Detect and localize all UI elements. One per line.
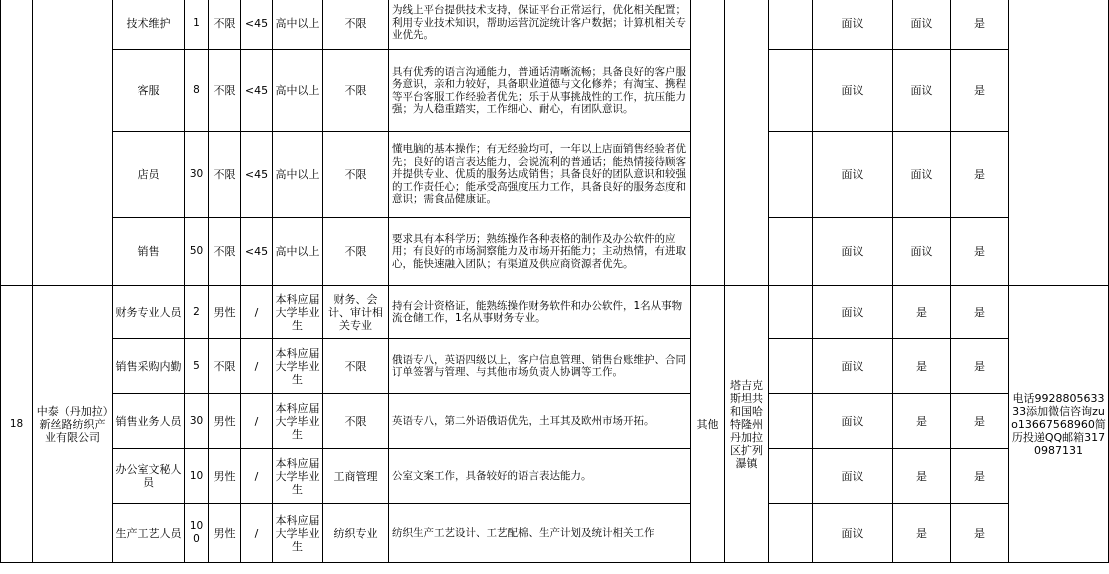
contact-cell-empty xyxy=(1009,0,1109,286)
blank-cell xyxy=(769,50,813,132)
requirements-cell: 为线上平台提供技术支持，保证平台正常运行，优化相关配置；利用专业技术知识，帮助运营沉淀统计客户数据；计算机相关专业优先。 xyxy=(389,0,691,50)
benefits-cell: 是 xyxy=(893,339,951,394)
count-cell: 30 xyxy=(185,394,209,449)
major-cell: 财务、会计、审计相关专业 xyxy=(323,286,389,339)
count-cell: 5 xyxy=(185,339,209,394)
gender-cell: 男性 xyxy=(209,504,241,563)
blank-cell xyxy=(769,218,813,286)
table-row[interactable] xyxy=(1,339,1109,394)
count-cell: 2 xyxy=(185,286,209,339)
location-cell: 塔吉克斯坦共和国哈特隆州丹加拉区扩列瀑镇 xyxy=(725,286,769,563)
gender-cell: 男性 xyxy=(209,286,241,339)
salary-cell: 面议 xyxy=(813,504,893,563)
requirements-cell: 具有优秀的语言沟通能力，普通话清晰流畅；具备良好的客户服务意识，亲和力较好，具备职业道德与文化修养；有淘宝、携程等平台客服工作经验者优先；乐于从事挑战性的工作，抗压能力强；为人稳重踏实，工作细心、耐心，有团队意识。 xyxy=(389,50,691,132)
position-cell: 办公室文秘人员 xyxy=(113,449,185,504)
position-cell: 店员 xyxy=(113,132,185,218)
benefits-cell: 面议 xyxy=(893,132,951,218)
flag-cell: 是 xyxy=(951,0,1009,50)
table-row[interactable] xyxy=(1,0,1109,50)
salary-cell: 面议 xyxy=(813,50,893,132)
salary-cell: 面议 xyxy=(813,286,893,339)
salary-cell: 面议 xyxy=(813,339,893,394)
benefits-cell: 面议 xyxy=(893,0,951,50)
gender-cell: 不限 xyxy=(209,132,241,218)
education-cell: 本科应届大学毕业生 xyxy=(273,339,323,394)
benefits-cell: 是 xyxy=(893,394,951,449)
position-cell: 销售业务人员 xyxy=(113,394,185,449)
requirements-cell: 公室文案工作，具备较好的语言表达能力。 xyxy=(389,449,691,504)
major-cell: 不限 xyxy=(323,339,389,394)
education-cell: 高中以上 xyxy=(273,132,323,218)
major-cell: 不限 xyxy=(323,394,389,449)
flag-cell: 是 xyxy=(951,394,1009,449)
education-cell: 本科应届大学毕业生 xyxy=(273,449,323,504)
education-cell: 高中以上 xyxy=(273,218,323,286)
position-cell: 销售 xyxy=(113,218,185,286)
gender-cell: 不限 xyxy=(209,218,241,286)
requirements-cell: 英语专八，第二外语俄语优先，土耳其及欧州市场开拓。 xyxy=(389,394,691,449)
age-cell: <45 xyxy=(241,132,273,218)
major-cell: 纺织专业 xyxy=(323,504,389,563)
major-cell: 不限 xyxy=(323,218,389,286)
count-cell: 10 xyxy=(185,449,209,504)
blank-cell xyxy=(769,504,813,563)
position-cell: 技术维护 xyxy=(113,0,185,50)
flag-cell: 是 xyxy=(951,339,1009,394)
gender-cell: 不限 xyxy=(209,50,241,132)
major-cell: 不限 xyxy=(323,0,389,50)
requirements-cell: 俄语专八，英语四级以上，客户信息管理、销售台账维护、合同订单签署与管理、与其他市场负责人协调等工作。 xyxy=(389,339,691,394)
table-row[interactable] xyxy=(1,132,1109,218)
salary-cell: 面议 xyxy=(813,132,893,218)
age-cell: / xyxy=(241,339,273,394)
education-cell: 高中以上 xyxy=(273,0,323,50)
table-row[interactable] xyxy=(1,50,1109,132)
gender-cell: 男性 xyxy=(209,449,241,504)
requirements-cell: 持有会计资格证，能熟练操作财务软件和办公软件，1名从事物流仓储工作，1名从事财务专业。 xyxy=(389,286,691,339)
education-cell: 高中以上 xyxy=(273,50,323,132)
count-cell: 1 xyxy=(185,0,209,50)
salary-cell: 面议 xyxy=(813,218,893,286)
salary-cell: 面议 xyxy=(813,449,893,504)
blank-cell xyxy=(769,394,813,449)
age-cell: <45 xyxy=(241,0,273,50)
gender-cell: 男性 xyxy=(209,394,241,449)
education-cell: 本科应届大学毕业生 xyxy=(273,394,323,449)
salary-cell: 面议 xyxy=(813,394,893,449)
benefits-cell: 是 xyxy=(893,286,951,339)
count-cell: 50 xyxy=(185,218,209,286)
requirements-cell: 要求具有本科学历；熟练操作各种表格的制作及办公软件的应用；有良好的市场洞察能力及市场开拓能力；主动热情，有进取心，能快速融入团队；有渠道及供应商资源者优先。 xyxy=(389,218,691,286)
education-cell: 本科应届大学毕业生 xyxy=(273,504,323,563)
age-cell: <45 xyxy=(241,50,273,132)
benefits-cell: 面议 xyxy=(893,218,951,286)
flag-cell: 是 xyxy=(951,50,1009,132)
position-cell: 生产工艺人员 xyxy=(113,504,185,563)
blank-cell xyxy=(769,449,813,504)
flag-cell: 是 xyxy=(951,504,1009,563)
age-cell: / xyxy=(241,394,273,449)
flag-cell: 是 xyxy=(951,286,1009,339)
age-cell: / xyxy=(241,504,273,563)
table-row[interactable] xyxy=(1,504,1109,563)
blank-cell xyxy=(769,132,813,218)
flag-cell: 是 xyxy=(951,218,1009,286)
category-cell: 其他 xyxy=(691,286,725,563)
table-row[interactable] xyxy=(1,394,1109,449)
index-cell: 18 xyxy=(1,286,33,563)
flag-cell: 是 xyxy=(951,132,1009,218)
flag-cell: 是 xyxy=(951,449,1009,504)
requirements-cell: 懂电脑的基本操作；有无经验均可，一年以上店面销售经验者优先；良好的语言表达能力，会说流利的普通话；能热情接待顾客并提供专业、优质的服务达成销售；具备良好的团队意识和较强的工作责任心；能承受高强度压力工作，具备良好的服务态度和意识；需食品健康证。 xyxy=(389,132,691,218)
table-row[interactable] xyxy=(1,218,1109,286)
count-cell: 30 xyxy=(185,132,209,218)
category-cell-empty xyxy=(691,0,725,286)
benefits-cell: 是 xyxy=(893,504,951,563)
salary-cell: 面议 xyxy=(813,0,893,50)
benefits-cell: 面议 xyxy=(893,50,951,132)
position-cell: 财务专业人员 xyxy=(113,286,185,339)
table-row[interactable] xyxy=(1,449,1109,504)
table-row[interactable] xyxy=(1,286,1109,339)
age-cell: / xyxy=(241,286,273,339)
contact-cell: 电话992880563333添加微信咨询zuo13667568960简历投递QQ邮箱3170987131 xyxy=(1009,286,1109,563)
count-cell: 8 xyxy=(185,50,209,132)
position-cell: 客服 xyxy=(113,50,185,132)
position-cell: 销售采购内勤 xyxy=(113,339,185,394)
age-cell: <45 xyxy=(241,218,273,286)
major-cell: 工商管理 xyxy=(323,449,389,504)
index-cell-empty xyxy=(1,0,33,286)
requirements-cell: 纺织生产工艺设计、工艺配棉、生产计划及统计相关工作 xyxy=(389,504,691,563)
age-cell: / xyxy=(241,449,273,504)
count-cell: 100 xyxy=(185,504,209,563)
blank-cell xyxy=(769,339,813,394)
major-cell: 不限 xyxy=(323,50,389,132)
gender-cell: 不限 xyxy=(209,0,241,50)
gender-cell: 不限 xyxy=(209,339,241,394)
blank-cell xyxy=(769,286,813,339)
benefits-cell: 是 xyxy=(893,449,951,504)
company-name-cell: 中泰（丹加拉）新丝路纺织产业有限公司 xyxy=(33,286,113,563)
education-cell: 本科应届大学毕业生 xyxy=(273,286,323,339)
location-cell-empty xyxy=(725,0,769,286)
major-cell: 不限 xyxy=(323,132,389,218)
company-cell-empty xyxy=(33,0,113,286)
blank-cell xyxy=(769,0,813,50)
